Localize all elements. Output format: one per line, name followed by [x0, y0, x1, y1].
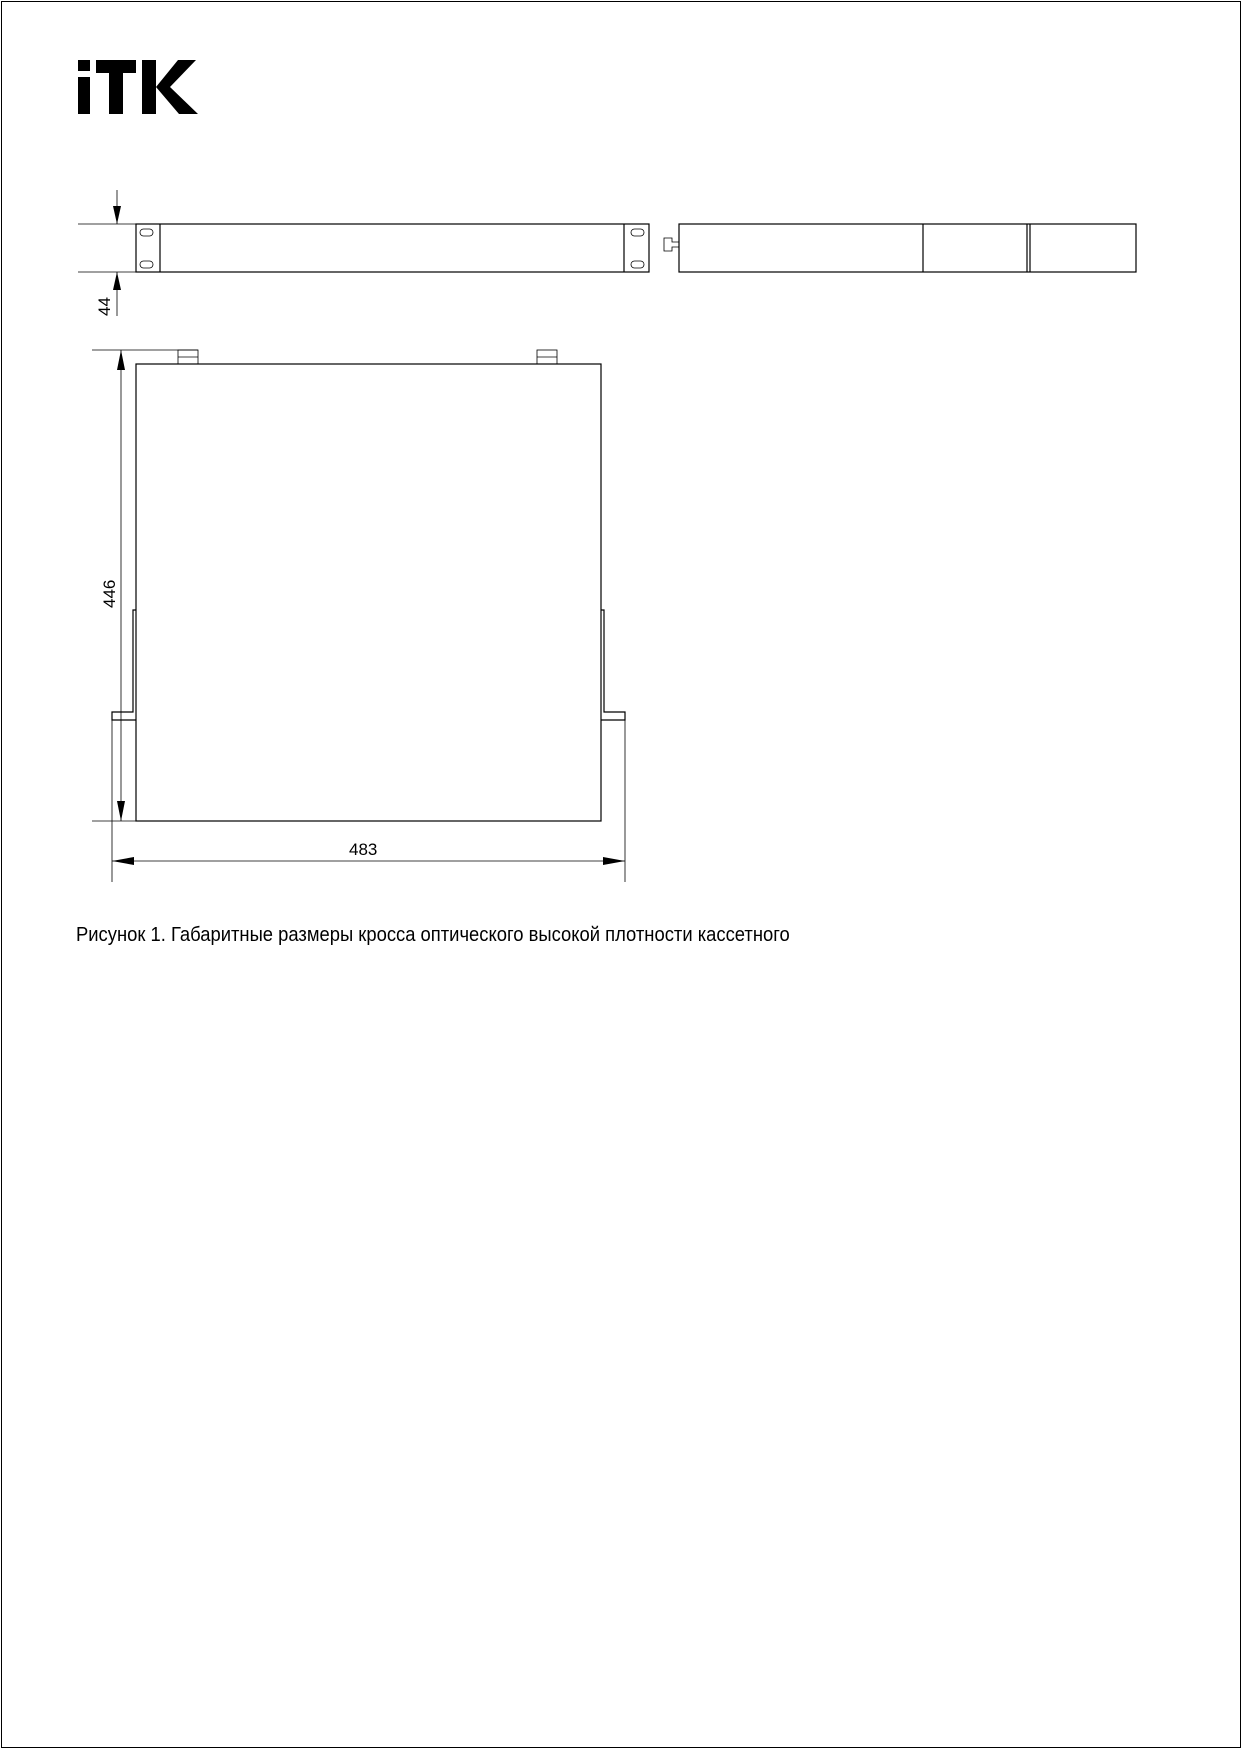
height-dimension-label: 44 — [95, 297, 114, 316]
depth-dimension-label: 446 — [100, 579, 119, 608]
front-view — [78, 190, 649, 316]
width-dimension-label: 483 — [349, 840, 378, 859]
figure-caption: Рисунок 1. Габаритные размеры кросса оптического высокой плотности кассетного — [76, 924, 790, 946]
side-view — [664, 224, 1136, 272]
top-view — [92, 350, 625, 882]
